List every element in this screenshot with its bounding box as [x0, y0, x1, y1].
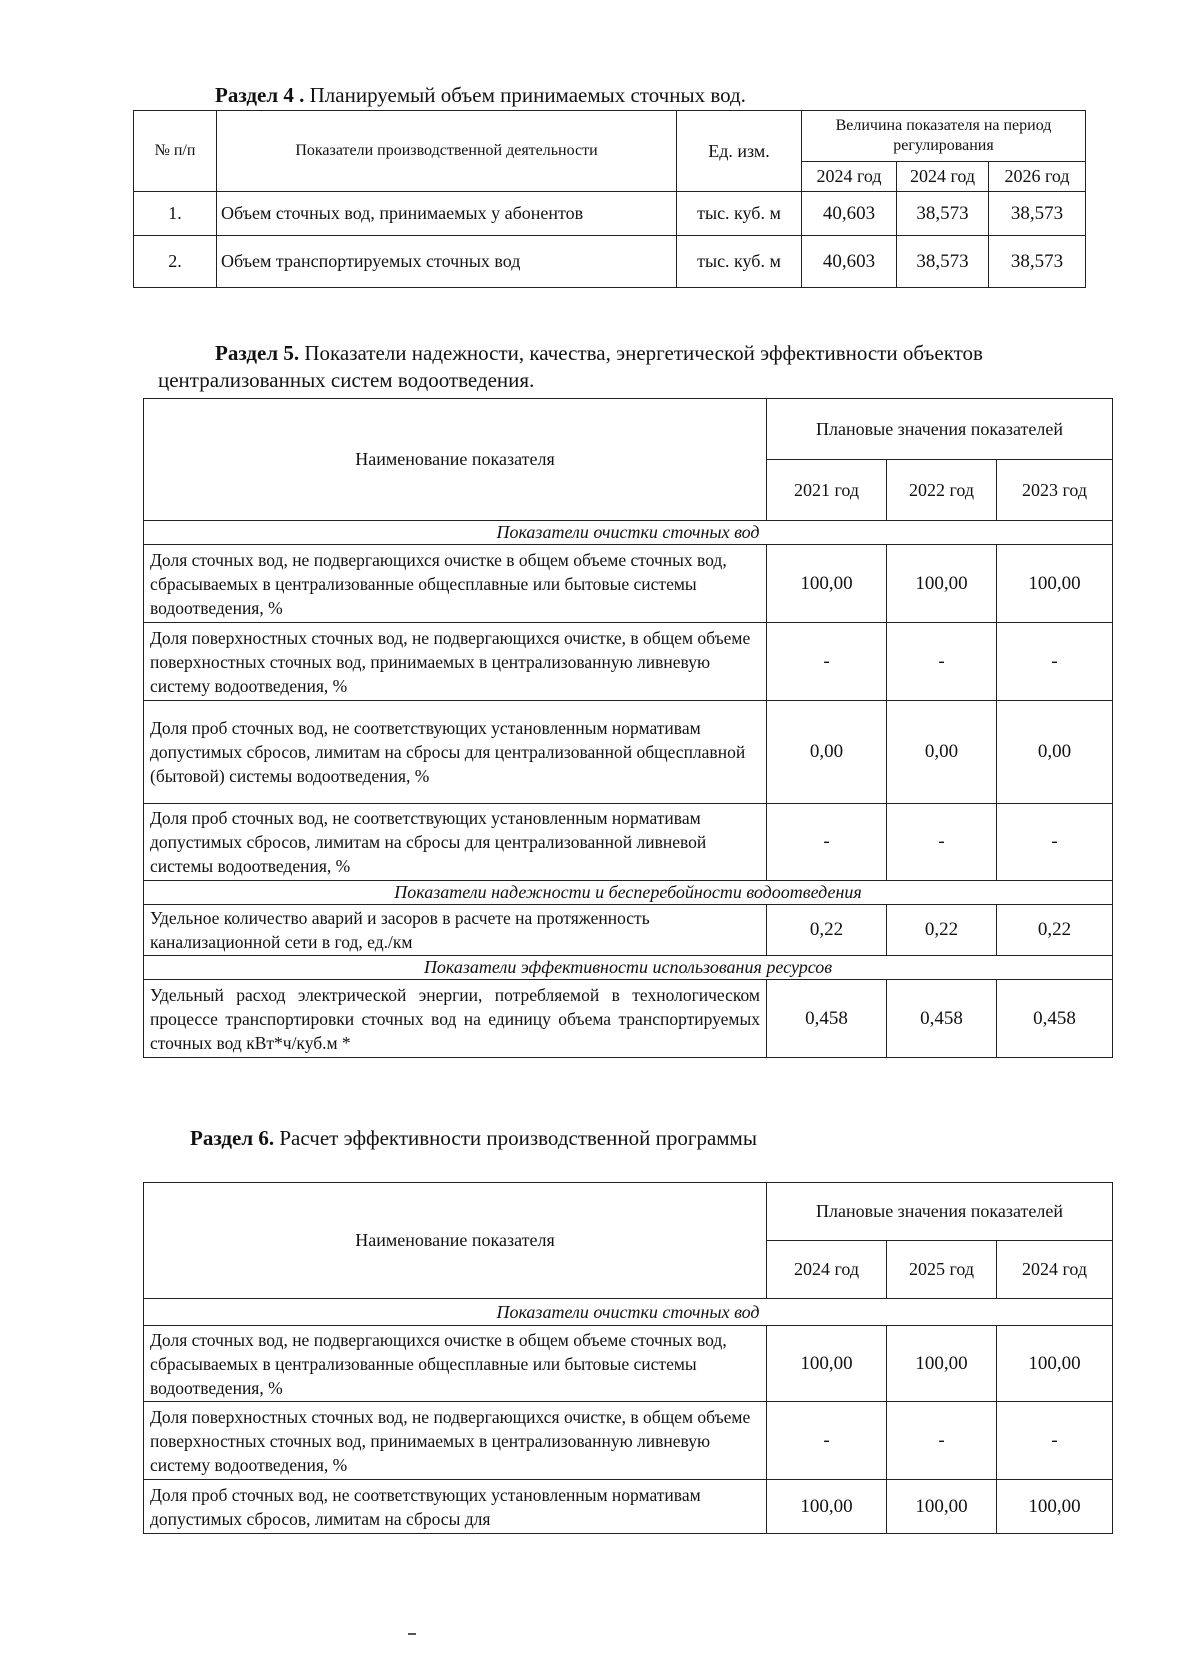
header-unit: Ед. изм.	[677, 111, 802, 192]
row-name: Объем сточных вод, принимаемых у абонентов	[217, 192, 677, 236]
row-value: 100,00	[887, 1326, 997, 1402]
section5-title-bold: Раздел 5.	[215, 341, 300, 365]
row-value: -	[887, 1402, 997, 1480]
row-value: -	[767, 804, 887, 881]
row-value: 0,00	[887, 701, 997, 804]
row-value: 100,00	[997, 1326, 1113, 1402]
row-value: 0,00	[767, 701, 887, 804]
group-label: Показатели очистки сточных вод	[144, 1299, 1113, 1326]
table-row	[144, 545, 1113, 623]
section4-table	[133, 110, 1086, 288]
table-row	[134, 192, 1086, 236]
row-value: 100,00	[997, 1480, 1113, 1534]
header-name: Наименование показателя	[144, 399, 767, 521]
page-mark	[408, 1633, 416, 1635]
row-value: 0,22	[767, 905, 887, 956]
group-label: Показатели эффективности использования ресурсов	[144, 956, 1113, 980]
header-num: № п/п	[134, 111, 217, 192]
header-name: Наименование показателя	[144, 1183, 767, 1299]
row-value: -	[997, 804, 1113, 881]
row-value: 0,00	[997, 701, 1113, 804]
header-period: Величина показателя на период регулирования	[802, 111, 1086, 162]
table-row	[144, 1480, 1113, 1534]
table-row	[144, 623, 1113, 701]
row-value: 0,458	[767, 980, 887, 1058]
header-year: 2026 год	[989, 162, 1086, 192]
row-name: Доля сточных вод, не подвергающихся очистке в общем объеме сточных вод, сбрасываемых в централизованные общесплавные или бытовые системы водоотведения, %	[144, 1326, 767, 1402]
table-row	[144, 1402, 1113, 1480]
row-value: -	[767, 1402, 887, 1480]
table-row	[144, 1326, 1113, 1402]
row-unit: тыс. куб. м	[677, 192, 802, 236]
section4-title	[215, 82, 746, 108]
row-value: 0,22	[997, 905, 1113, 956]
row-value: 0,458	[887, 980, 997, 1058]
group-row	[144, 956, 1113, 980]
header-year: 2025 год	[887, 1241, 997, 1299]
row-value: 100,00	[887, 545, 997, 623]
row-name: Доля поверхностных сточных вод, не подвергающихся очистке, в общем объеме поверхностных сточных вод, принимаемых в централизованную ливневую систему водоотведения, %	[144, 623, 767, 701]
row-name: Доля проб сточных вод, не соответствующих установленным нормативам допустимых сбросов, лимитам на сбросы для централизованной ливневой системы водоотведения, %	[144, 804, 767, 881]
row-value: 40,603	[802, 192, 897, 236]
section6-title-bold: Раздел 6.	[190, 1126, 275, 1150]
header-planned: Плановые значения показателей	[767, 1183, 1113, 1241]
table-row	[144, 701, 1113, 804]
group-label: Показатели надежности и бесперебойности водоотведения	[144, 881, 1113, 905]
section4-title-text: Планируемый объем принимаемых сточных вод.	[304, 83, 746, 107]
header-year: 2022 год	[887, 460, 997, 521]
row-value: -	[887, 623, 997, 701]
section6-title	[190, 1125, 757, 1151]
row-value: 100,00	[767, 1480, 887, 1534]
row-value: 38,573	[897, 192, 989, 236]
row-name: Доля проб сточных вод, не соответствующих установленным нормативам допустимых сбросов, лимитам на сбросы для	[144, 1480, 767, 1534]
row-name: Доля проб сточных вод, не соответствующих установленным нормативам допустимых сбросов, лимитам на сбросы для централизованной общесплавной (бытовой) системы водоотведения, %	[144, 701, 767, 804]
group-row	[144, 1299, 1113, 1326]
header-indicator: Показатели производственной деятельности	[217, 111, 677, 192]
header-year: 2021 год	[767, 460, 887, 521]
row-value: -	[997, 1402, 1113, 1480]
row-value: 100,00	[767, 545, 887, 623]
section5-title-line2: централизованных систем водоотведения.	[158, 368, 535, 392]
group-row	[144, 881, 1113, 905]
row-value: 38,573	[989, 236, 1086, 288]
header-year: 2024 год	[897, 162, 989, 192]
table-row	[144, 905, 1113, 956]
row-name: Удельное количество аварий и засоров в расчете на протяженность канализационной сети в год, ед./км	[144, 905, 767, 956]
header-planned: Плановые значения показателей	[767, 399, 1113, 460]
header-year: 2024 год	[997, 1241, 1113, 1299]
table-row	[144, 804, 1113, 881]
row-unit: тыс. куб. м	[677, 236, 802, 288]
section5-title-text: Показатели надежности, качества, энергетической эффективности объектов	[299, 341, 983, 365]
group-row	[144, 521, 1113, 545]
row-value: 0,22	[887, 905, 997, 956]
table-row	[134, 236, 1086, 288]
row-value: 100,00	[887, 1480, 997, 1534]
section5-table	[143, 398, 1113, 1058]
row-num: 2.	[134, 236, 217, 288]
row-value: 38,573	[989, 192, 1086, 236]
section6-table	[143, 1182, 1113, 1534]
group-label: Показатели очистки сточных вод	[144, 521, 1113, 545]
row-value: -	[997, 623, 1113, 701]
row-num: 1.	[134, 192, 217, 236]
section6-title-text: Расчет эффективности производственной программы	[274, 1126, 757, 1150]
row-value: 40,603	[802, 236, 897, 288]
row-value: -	[767, 623, 887, 701]
row-value: 38,573	[897, 236, 989, 288]
row-name: Объем транспортируемых сточных вод	[217, 236, 677, 288]
section5-title	[215, 340, 983, 366]
row-name: Доля сточных вод, не подвергающихся очистке в общем объеме сточных вод, сбрасываемых в централизованные общесплавные или бытовые системы водоотведения, %	[144, 545, 767, 623]
header-year: 2023 год	[997, 460, 1113, 521]
row-value: 100,00	[767, 1326, 887, 1402]
row-name: Доля поверхностных сточных вод, не подвергающихся очистке, в общем объеме поверхностных сточных вод, принимаемых в централизованную ливневую систему водоотведения, %	[144, 1402, 767, 1480]
row-name: Удельный расход электрической энергии, потребляемой в технологическом процессе транспортировки сточных вод на единицу объема транспортируемых сточных вод кВт*ч/куб.м *	[144, 980, 767, 1058]
section4-title-bold: Раздел 4 .	[215, 83, 305, 107]
header-year: 2024 год	[802, 162, 897, 192]
row-value: 0,458	[997, 980, 1113, 1058]
row-value: -	[887, 804, 997, 881]
table-row	[144, 980, 1113, 1058]
header-year: 2024 год	[767, 1241, 887, 1299]
row-value: 100,00	[997, 545, 1113, 623]
